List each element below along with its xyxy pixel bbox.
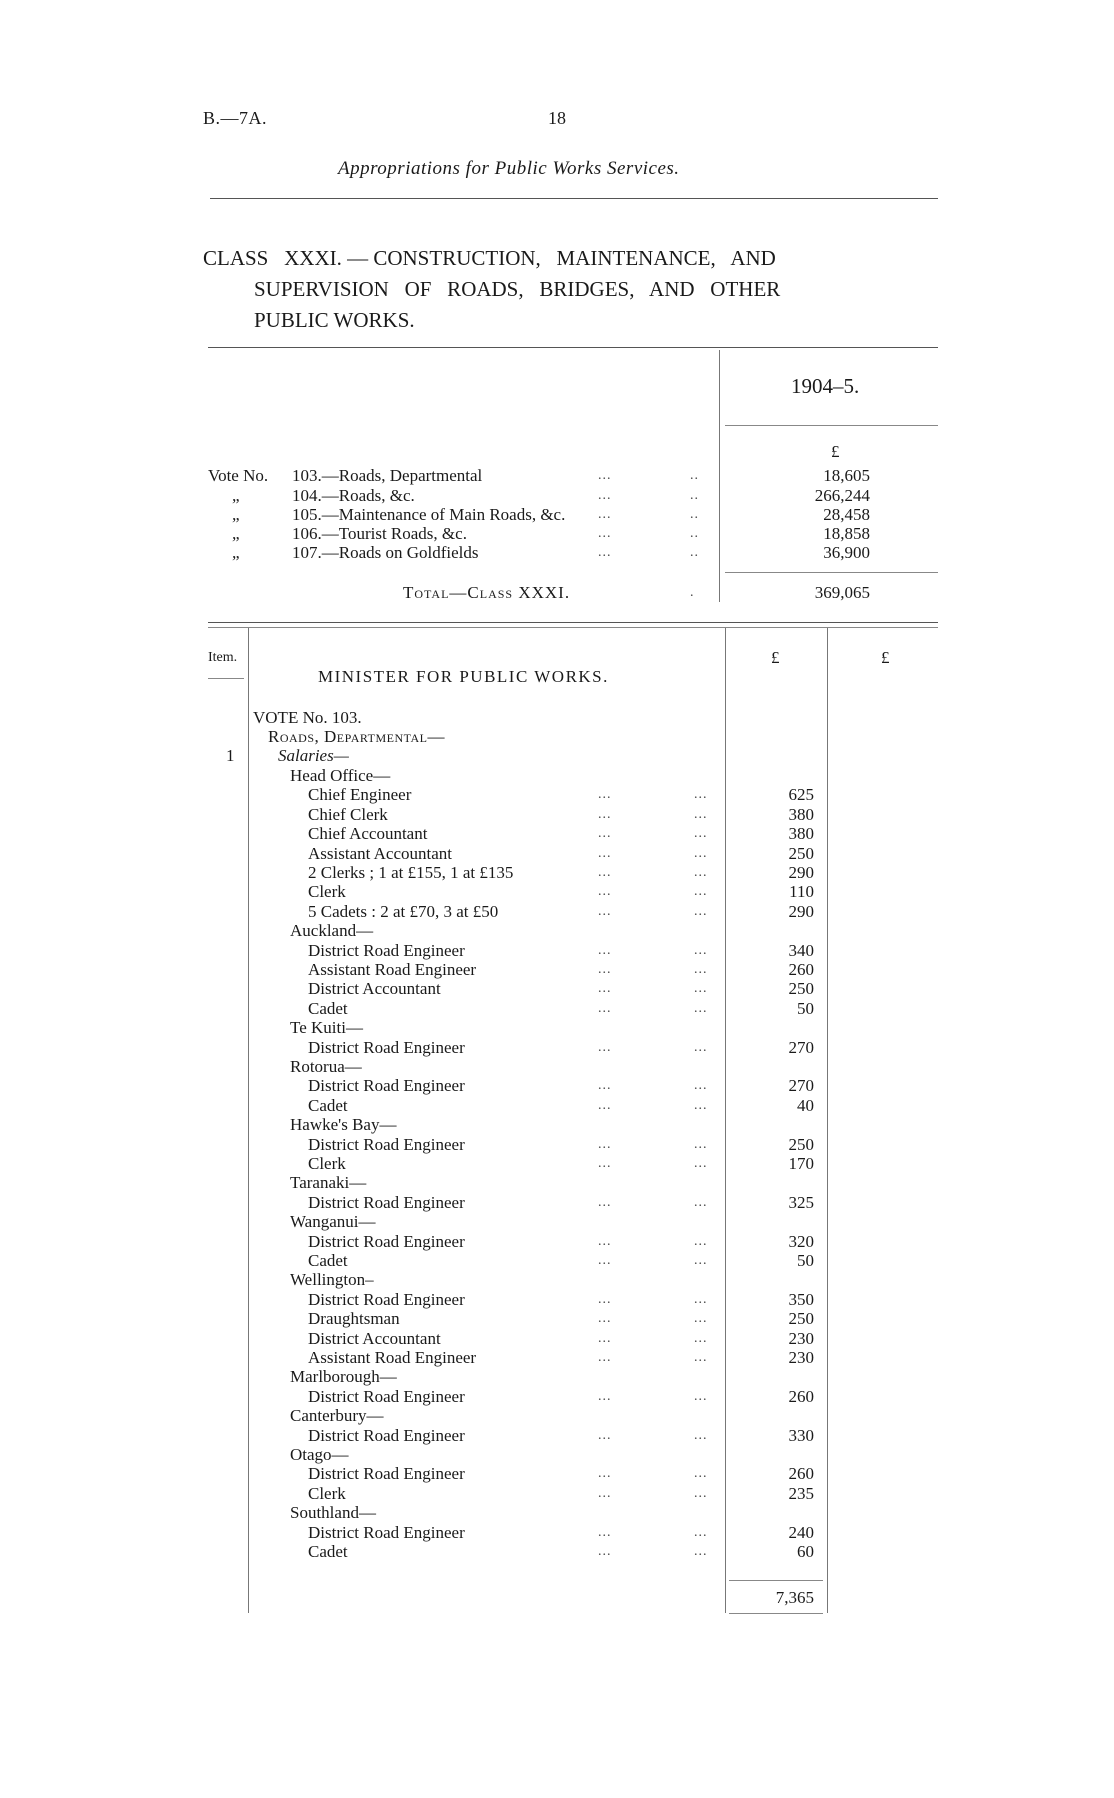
salary-amount: 290 (788, 863, 814, 882)
salary-item-label: District Road Engineer (308, 1135, 465, 1154)
salary-amount: 230 (788, 1348, 814, 1367)
summary-year: 1904–5. (791, 374, 860, 398)
salary-amount: 320 (788, 1232, 814, 1251)
summary-vote-label: 105.—Maintenance of Main Roads, &c. (292, 505, 566, 524)
leader-dots: ... (598, 1292, 612, 1307)
leader-dots: ... (694, 1156, 708, 1171)
salary-item-label: Chief Clerk (308, 805, 388, 824)
summary-vote-amount: 18,858 (823, 524, 870, 543)
leader-dots: ... (694, 1078, 708, 1093)
leader-dots: ... (694, 1137, 708, 1152)
salary-item-label: District Road Engineer (308, 1523, 465, 1542)
leader-dots: .. (690, 545, 699, 560)
leader-dots: ... (598, 1040, 612, 1055)
salary-item-label: Clerk (308, 1484, 346, 1503)
leader-dots: ... (694, 1098, 708, 1113)
leader-dots: ... (598, 1098, 612, 1113)
office-group-heading: Head Office— (290, 766, 391, 785)
leader-dots: ... (694, 1350, 708, 1365)
class-heading-line-3: PUBLIC WORKS. (254, 308, 415, 332)
leader-dots: ... (598, 1137, 612, 1152)
salary-item-label: Cadet (308, 1096, 348, 1115)
leader-dots: ... (694, 1486, 708, 1501)
salary-amount: 350 (788, 1290, 814, 1309)
salary-item-label: Chief Accountant (308, 824, 428, 843)
subtotal-amount: 7,365 (775, 1588, 814, 1607)
leader-dots: ... (598, 507, 612, 522)
leader-dots: ... (694, 1525, 708, 1540)
summary-vote-prefix: „ (232, 524, 240, 543)
summary-year-rule (725, 425, 938, 426)
header-rule (210, 198, 938, 199)
class-heading-line-2: SUPERVISION OF ROADS, BRIDGES, AND OTHER (254, 277, 781, 301)
leader-dots: .. (690, 507, 699, 522)
summary-vote-prefix: „ (232, 543, 240, 562)
salary-amount: 50 (797, 999, 814, 1018)
salary-item-label: Clerk (308, 882, 346, 901)
subtotal-bottom-rule (729, 1613, 823, 1614)
currency-column-1: £ (771, 648, 780, 667)
summary-vote-prefix: Vote No. (208, 466, 269, 485)
leader-dots: ... (598, 1350, 612, 1365)
salary-amount: 170 (788, 1154, 814, 1173)
leader-dots: ... (598, 981, 612, 996)
leader-dots: ... (694, 1389, 708, 1404)
leader-dots: ... (598, 1078, 612, 1093)
leader-dots: ... (598, 826, 612, 841)
item-number: 1 (226, 746, 235, 765)
summary-vote-amount: 28,458 (823, 505, 870, 524)
leader-dots: ... (694, 884, 708, 899)
summary-vote-prefix: „ (232, 486, 240, 505)
salary-amount: 270 (788, 1038, 814, 1057)
roads-departmental-heading: Roads, Departmental— (268, 727, 446, 746)
salary-amount: 250 (788, 844, 814, 863)
salary-amount: 380 (788, 824, 814, 843)
leader-dots: ... (598, 1466, 612, 1481)
leader-dots: ... (598, 468, 612, 483)
leader-dots: ... (598, 1331, 612, 1346)
office-group-heading: Rotorua— (290, 1057, 362, 1076)
leader-dots: .. (690, 526, 699, 541)
summary-vote-label: 106.—Tourist Roads, &c. (292, 524, 467, 543)
salary-item-label: 2 Clerks ; 1 at £155, 1 at £135 (308, 863, 514, 882)
leader-dots: ... (598, 1195, 612, 1210)
minister-heading: MINISTER FOR PUBLIC WORKS. (318, 667, 609, 686)
leader-dots: ... (694, 1253, 708, 1268)
leader-dots: ... (598, 807, 612, 822)
leader-dots: ... (598, 1428, 612, 1443)
salary-amount: 625 (788, 785, 814, 804)
salary-item-label: District Road Engineer (308, 1193, 465, 1212)
salary-amount: 40 (797, 1096, 814, 1115)
office-group-heading: Hawke's Bay— (290, 1115, 397, 1134)
summary-vote-label: 103.—Roads, Departmental (292, 466, 483, 485)
salary-amount: 380 (788, 805, 814, 824)
salary-item-label: District Accountant (308, 979, 441, 998)
leader-dots: ... (694, 1544, 708, 1559)
leader-dots: ... (694, 1040, 708, 1055)
leader-dots: .. (690, 488, 699, 503)
leader-dots: ... (694, 787, 708, 802)
salary-amount: 330 (788, 1426, 814, 1445)
salary-item-label: Chief Engineer (308, 785, 412, 804)
summary-bottom-rule-2 (208, 627, 938, 628)
leader-dots: ... (598, 1234, 612, 1249)
leader-dots: ... (694, 962, 708, 977)
summary-total-dots: . (690, 585, 695, 600)
salary-amount: 110 (789, 882, 814, 901)
office-group-heading: Marlborough— (290, 1367, 397, 1386)
leader-dots: ... (694, 807, 708, 822)
office-group-heading: Te Kuiti— (290, 1018, 363, 1037)
salary-item-label: Cadet (308, 1542, 348, 1561)
class-heading-line-1: CLASS XXXI. — CONSTRUCTION, MAINTENANCE, AND (203, 246, 776, 270)
subtotal-rule (729, 1580, 823, 1581)
salary-amount: 250 (788, 1309, 814, 1328)
office-group-heading: Canterbury— (290, 1406, 384, 1425)
leader-dots: ... (694, 1292, 708, 1307)
salary-item-label: District Road Engineer (308, 1290, 465, 1309)
salary-item-label: District Road Engineer (308, 1464, 465, 1483)
office-group-heading: Auckland— (290, 921, 374, 940)
leader-dots: ... (694, 1234, 708, 1249)
leader-dots: ... (598, 1311, 612, 1326)
leader-dots: ... (598, 846, 612, 861)
currency-column-2: £ (881, 648, 890, 667)
salary-amount: 340 (788, 941, 814, 960)
leader-dots: ... (598, 962, 612, 977)
leader-dots: ... (598, 545, 612, 560)
summary-column-rule (719, 350, 720, 602)
summary-top-rule (208, 347, 938, 348)
summary-total-rule (725, 572, 938, 573)
leader-dots: ... (598, 1253, 612, 1268)
summary-vote-amount: 36,900 (823, 543, 870, 562)
office-group-heading: Southland— (290, 1503, 376, 1522)
salary-item-label: Clerk (308, 1154, 346, 1173)
salary-amount: 270 (788, 1076, 814, 1095)
leader-dots: ... (694, 826, 708, 841)
leader-dots: ... (694, 865, 708, 880)
leader-dots: ... (694, 904, 708, 919)
summary-total-amount: 369,065 (814, 583, 870, 602)
salary-item-label: Assistant Accountant (308, 844, 453, 863)
salary-item-label: Draughtsman (308, 1309, 400, 1328)
salary-item-label: District Road Engineer (308, 941, 465, 960)
leader-dots: ... (598, 1525, 612, 1540)
salary-amount: 250 (788, 979, 814, 998)
leader-dots: ... (694, 943, 708, 958)
summary-currency: £ (831, 442, 840, 461)
item-column-rule (248, 628, 249, 1613)
leader-dots: ... (598, 488, 612, 503)
leader-dots: ... (598, 1001, 612, 1016)
leader-dots: ... (598, 884, 612, 899)
leader-dots: ... (694, 1466, 708, 1481)
salary-amount: 230 (788, 1329, 814, 1348)
document-reference: B.—7A. (203, 108, 268, 128)
page-number: 18 (548, 108, 566, 128)
salary-amount: 260 (788, 1464, 814, 1483)
leader-dots: ... (598, 904, 612, 919)
leader-dots: ... (598, 943, 612, 958)
amount-column-rule-right (827, 628, 828, 1613)
salary-item-label: Cadet (308, 999, 348, 1018)
salary-amount: 260 (788, 960, 814, 979)
leader-dots: ... (694, 846, 708, 861)
item-column-header: Item. (208, 650, 238, 665)
amount-column-rule-left (725, 628, 726, 1613)
salary-item-label: District Road Engineer (308, 1387, 465, 1406)
salary-amount: 250 (788, 1135, 814, 1154)
leader-dots: ... (598, 1389, 612, 1404)
leader-dots: ... (598, 1544, 612, 1559)
summary-vote-label: 104.—Roads, &c. (292, 486, 415, 505)
summary-vote-amount: 18,605 (823, 466, 870, 485)
summary-vote-amount: 266,244 (814, 486, 870, 505)
salary-item-label: 5 Cadets : 2 at £70, 3 at £50 (308, 902, 499, 921)
salary-amount: 260 (788, 1387, 814, 1406)
salary-amount: 290 (788, 902, 814, 921)
salary-amount: 240 (788, 1523, 814, 1542)
summary-vote-prefix: „ (232, 505, 240, 524)
leader-dots: ... (694, 1428, 708, 1443)
leader-dots: ... (694, 1331, 708, 1346)
office-group-heading: Otago— (290, 1445, 349, 1464)
salary-amount: 60 (797, 1542, 814, 1561)
leader-dots: ... (598, 787, 612, 802)
summary-vote-label: 107.—Roads on Goldfields (292, 543, 479, 562)
salary-item-label: District Accountant (308, 1329, 441, 1348)
office-group-heading: Wellington– (290, 1270, 374, 1289)
salaries-heading: Salaries— (278, 746, 349, 765)
leader-dots: ... (694, 1311, 708, 1326)
running-title: Appropriations for Public Works Services. (338, 158, 680, 179)
salary-item-label: District Road Engineer (308, 1038, 465, 1057)
office-group-heading: Taranaki— (290, 1173, 367, 1192)
leader-dots: ... (694, 1001, 708, 1016)
summary-total-label: Total—Class XXXI. (403, 583, 571, 602)
leader-dots: ... (598, 526, 612, 541)
summary-bottom-rule-1 (208, 622, 938, 623)
leader-dots: .. (690, 468, 699, 483)
salary-amount: 235 (788, 1484, 814, 1503)
leader-dots: ... (598, 1156, 612, 1171)
salary-amount: 325 (788, 1193, 814, 1212)
vote-heading: VOTE No. 103. (253, 708, 362, 727)
salary-item-label: District Road Engineer (308, 1232, 465, 1251)
salary-item-label: Assistant Road Engineer (308, 1348, 477, 1367)
office-group-heading: Wanganui— (290, 1212, 376, 1231)
salary-item-label: District Road Engineer (308, 1076, 465, 1095)
leader-dots: ... (694, 1195, 708, 1210)
item-header-rule (208, 678, 244, 679)
salary-item-label: Assistant Road Engineer (308, 960, 477, 979)
leader-dots: ... (694, 981, 708, 996)
salary-item-label: District Road Engineer (308, 1426, 465, 1445)
leader-dots: ... (598, 865, 612, 880)
salary-item-label: Cadet (308, 1251, 348, 1270)
salary-amount: 50 (797, 1251, 814, 1270)
leader-dots: ... (598, 1486, 612, 1501)
